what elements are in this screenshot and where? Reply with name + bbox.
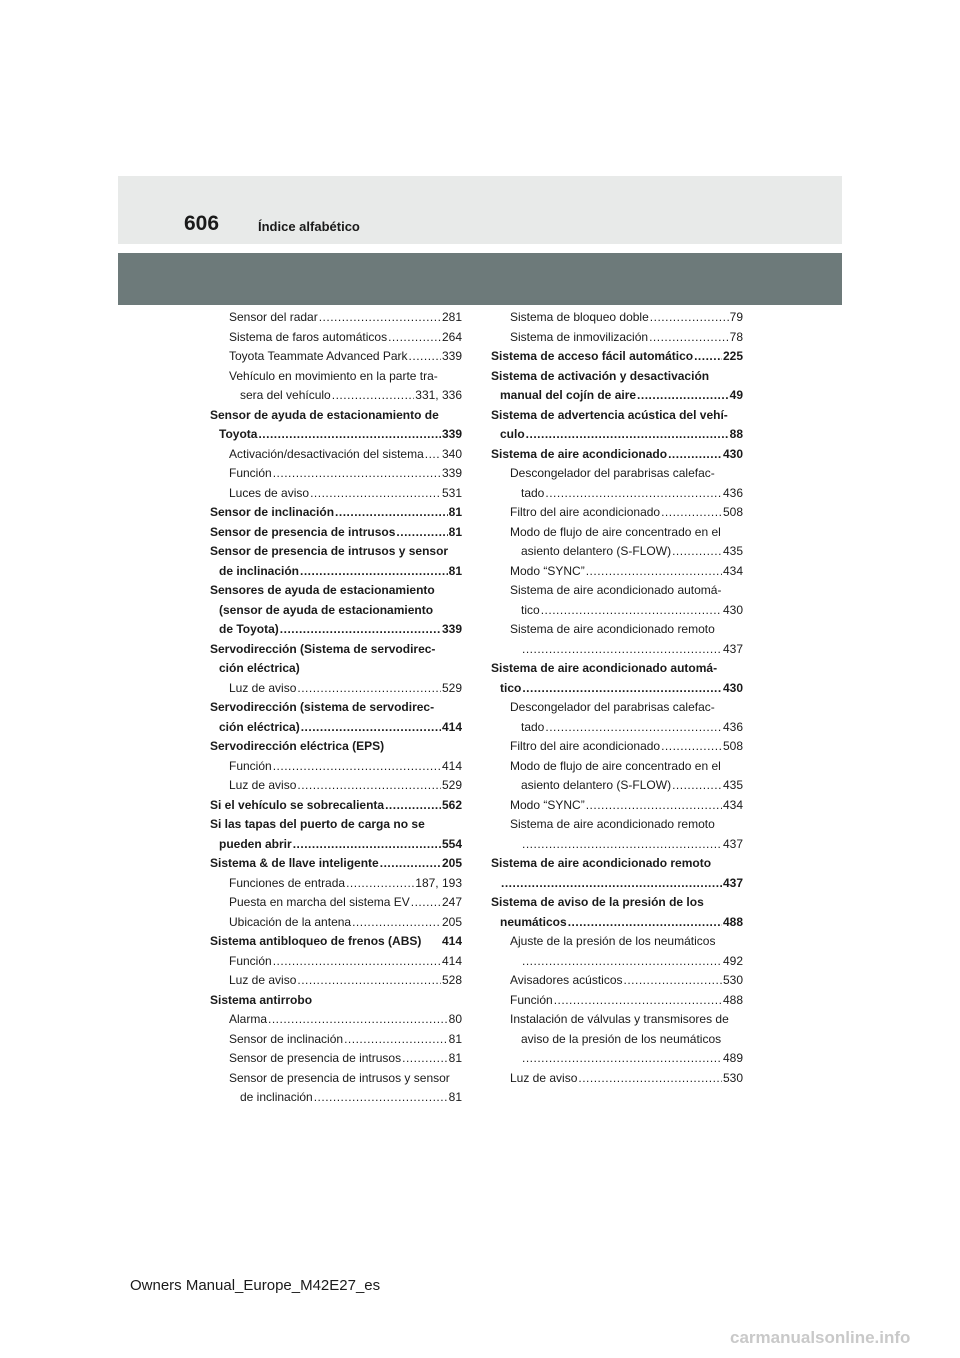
dot-leader (541, 601, 722, 621)
index-entry (210, 854, 462, 874)
dot-leader (586, 796, 722, 816)
dot-leader (409, 347, 441, 367)
index-page-ref: 88 (729, 427, 743, 441)
index-entry-text: de Toyota) (219, 622, 279, 636)
dot-leader (586, 562, 722, 582)
dot-leader (319, 308, 441, 328)
index-entry-text: Sistema de inmovilización (510, 329, 649, 344)
index-entry-text: Sistema de aire acondicionado remoto (510, 817, 715, 831)
index-entry (210, 328, 462, 348)
dot-leader (301, 718, 441, 738)
index-entry (491, 347, 743, 367)
dot-leader (522, 640, 722, 660)
index-entry-text: Sistema de aire acondicionado (491, 446, 668, 461)
index-entry-text: Sistema antibloqueo de frenos (ABS) (210, 934, 422, 948)
index-entry-text: Filtro del aire acondicionado (510, 505, 661, 519)
index-page-ref: 264 (441, 329, 462, 344)
index-entry (210, 757, 462, 777)
index-entry-text: manual del cojín de aire (500, 388, 637, 402)
index-entry-text: Si las tapas del puerto de carga no se (210, 817, 425, 831)
dot-leader (637, 386, 729, 406)
index-entry (210, 523, 462, 543)
index-entry-text: aviso de la presión de los neumáticos (521, 1031, 722, 1046)
index-entry (210, 971, 462, 991)
index-entry-text: Vehículo en movimiento en la parte tra- (229, 368, 438, 383)
index-page-ref: 562 (441, 797, 462, 812)
index-entry-text: Luz de aviso (229, 973, 297, 987)
index-page-ref: 81 (448, 1090, 462, 1104)
dot-leader (258, 425, 441, 445)
index-entry-text: Sensor de inclinación (229, 1031, 344, 1046)
index-page-ref: 80 (448, 1012, 462, 1026)
dot-leader (280, 620, 441, 640)
index-page-ref: 49 (729, 388, 743, 402)
index-entry-text: asiento delantero (S-FLOW) (521, 544, 672, 558)
index-entry (210, 484, 462, 504)
index-entry (210, 581, 462, 601)
index-entry-text: tico (500, 680, 522, 695)
dot-leader (268, 1010, 448, 1030)
index-entry-text: Ubicación de la antena (229, 914, 352, 929)
index-page-ref: 529 (441, 680, 462, 695)
index-page-ref: 414 (441, 719, 462, 734)
index-entry-text: Sistema antirrobo (210, 992, 313, 1007)
index-entry-text: Luz de aviso (229, 778, 297, 792)
index-page-ref: 339 (441, 622, 462, 636)
index-entry-text: de inclinación (240, 1090, 313, 1104)
index-entry-text: Alarma (229, 1012, 268, 1026)
dot-leader (694, 347, 722, 367)
index-entry (491, 562, 743, 582)
index-entry (210, 1069, 462, 1089)
index-entry (210, 1030, 462, 1050)
index-page-ref: 430 (722, 680, 743, 695)
dot-leader (568, 913, 722, 933)
index-entry (210, 913, 462, 933)
index-entry-text: Modo de flujo de aire concentrado en el (510, 758, 721, 773)
index-entry-text: Luz de aviso (229, 680, 297, 695)
index-entry-text: Ajuste de la presión de los neumáticos (510, 934, 716, 948)
index-page-ref: 81 (448, 1031, 462, 1046)
index-entry-text: tico (521, 602, 540, 617)
index-entry-text: (sensor de ayuda de estacionamiento (219, 602, 434, 617)
dot-leader (293, 835, 441, 855)
index-entry-text: de inclinación (219, 563, 300, 578)
index-entry (210, 815, 462, 835)
dot-leader (332, 386, 415, 406)
index-page-ref: 436 (722, 719, 743, 734)
dot-leader (411, 893, 441, 913)
index-page-ref: 435 (722, 778, 743, 792)
index-entry (491, 484, 743, 504)
index-entry-text: tado (521, 485, 545, 500)
index-entry-text: Sensor de inclinación (210, 505, 335, 519)
index-entry-text: Sensor de presencia de intrusos y sensor (229, 1070, 450, 1085)
index-entry-text: Sensor del radar (229, 310, 318, 324)
index-entry (210, 406, 462, 426)
index-entry (210, 620, 462, 640)
index-entry (210, 640, 462, 660)
index-entry-text: Modo “SYNC” (510, 797, 585, 812)
index-page-ref: 530 (722, 973, 743, 987)
index-entry-text: Puesta en marcha del sistema EV (229, 895, 410, 909)
dot-leader (297, 971, 441, 991)
index-page-ref: 489 (722, 1051, 743, 1065)
index-entry-text: Servodirección (Sistema de servodirec- (210, 641, 436, 656)
index-entry (491, 1010, 743, 1030)
index-entry (210, 1010, 462, 1030)
dot-leader (545, 484, 722, 504)
index-entry (210, 542, 462, 562)
index-entry (210, 835, 462, 855)
header-band (118, 176, 842, 244)
index-entry (491, 406, 743, 426)
index-page-ref: 81 (448, 1051, 462, 1065)
index-entry (210, 718, 462, 738)
index-entry (491, 854, 743, 874)
index-page-ref: 508 (722, 739, 743, 753)
index-page-ref: 528 (441, 973, 462, 987)
index-entry (210, 1088, 462, 1108)
index-entry-text: Descongelador del parabrisas calefac- (510, 700, 715, 714)
index-entry-text: Sistema de bloqueo doble (510, 310, 649, 324)
index-entry (491, 601, 743, 621)
index-entry-text: sera del vehículo (240, 388, 331, 402)
index-entry (491, 932, 743, 952)
index-entry (491, 893, 743, 913)
index-page-ref: 414 (441, 934, 462, 948)
index-page-ref: 430 (722, 446, 743, 461)
index-entry (491, 308, 743, 328)
dot-leader (297, 776, 441, 796)
index-entry (491, 1069, 743, 1089)
index-page-ref: 331, 336 (415, 388, 462, 402)
index-entry-text: Modo de flujo de aire concentrado en el (510, 524, 721, 539)
index-entry-text: Sistema de aire acondicionado automá- (510, 583, 722, 597)
index-entry (491, 835, 743, 855)
dot-leader (650, 308, 729, 328)
index-entry (491, 1030, 743, 1050)
dot-leader (388, 328, 441, 348)
index-entry (491, 659, 743, 679)
index-page-ref: 339 (441, 427, 462, 441)
index-entry (491, 698, 743, 718)
index-entry (491, 815, 743, 835)
index-entry (491, 913, 743, 933)
index-entry-text: Función (229, 466, 272, 480)
index-page-ref: 508 (722, 505, 743, 519)
index-entry-text: Función (229, 758, 272, 773)
dot-leader (668, 445, 722, 465)
index-entry (210, 464, 462, 484)
index-page-ref: 79 (729, 310, 743, 324)
index-page-ref: 436 (722, 485, 743, 500)
index-page-ref: 554 (441, 836, 462, 851)
index-entry (491, 523, 743, 543)
index-entry-text: Sistema & de llave inteligente (210, 856, 379, 870)
index-page-ref: 281 (441, 310, 462, 324)
index-entry-text: Toyota Teammate Advanced Park (229, 349, 408, 363)
index-page-ref: 530 (722, 1070, 743, 1085)
index-entry-text: ción eléctrica) (219, 719, 300, 734)
section-title: Índice alfabético (258, 219, 360, 234)
index-entry-text: Sensores de ayuda de estacionamiento (210, 583, 435, 597)
index-entry (210, 796, 462, 816)
dot-leader (522, 952, 722, 972)
index-entry (491, 367, 743, 387)
index-entry-text: Toyota (219, 427, 258, 441)
index-entry (210, 445, 462, 465)
index-entry-text: pueden abrir (219, 836, 292, 851)
dot-leader (578, 1069, 722, 1089)
index-page-ref: 531 (441, 485, 462, 500)
index-entry-text: asiento delantero (S-FLOW) (521, 778, 672, 792)
index-entry (491, 640, 743, 660)
dot-leader (522, 1049, 722, 1069)
index-column-right (491, 308, 743, 1088)
dot-leader (402, 1049, 448, 1069)
index-entry-text: Sistema de aire acondicionado remoto (491, 856, 712, 870)
index-entry-text: Modo “SYNC” (510, 563, 585, 578)
index-entry (210, 698, 462, 718)
index-page-ref: 434 (722, 797, 743, 812)
index-entry (491, 874, 743, 894)
index-page-ref: 434 (722, 563, 743, 578)
index-entry (491, 757, 743, 777)
index-entry (491, 776, 743, 796)
dot-leader (554, 991, 722, 1011)
index-entry-text: Sistema de acceso fácil automático (491, 349, 694, 363)
index-entry (491, 503, 743, 523)
index-entry-text: Función (510, 992, 553, 1007)
index-page-ref: 488 (722, 914, 743, 929)
page-number: 606 (184, 212, 220, 235)
index-entry-text: ción eléctrica) (219, 661, 300, 675)
dot-leader (300, 562, 448, 582)
index-entry-text: Función (229, 953, 272, 968)
dot-leader (310, 484, 441, 504)
index-entry (210, 347, 462, 367)
index-entry (210, 308, 462, 328)
index-entry-text: Luz de aviso (510, 1070, 578, 1085)
index-entry (210, 737, 462, 757)
index-page-ref: 430 (722, 602, 743, 617)
index-entry-text: Activación/desactivación del sistema (229, 446, 424, 461)
index-entry-text: Si el vehículo se sobrecalienta (210, 797, 385, 812)
section-banner (118, 253, 842, 305)
index-entry (210, 991, 462, 1011)
dot-leader (273, 757, 441, 777)
index-entry-text: Sensor de presencia de intrusos (229, 1051, 402, 1065)
index-page-ref: 225 (722, 349, 743, 363)
index-page-ref: 81 (448, 563, 462, 578)
index-entry (491, 445, 743, 465)
index-entry (491, 1049, 743, 1069)
watermark: carmanualsonline.info (730, 1328, 911, 1347)
index-page-ref: 437 (722, 875, 743, 890)
index-entry-text: tado (521, 719, 545, 734)
index-entry-text: Sistema de aire acondicionado remoto (510, 622, 715, 636)
dot-leader (344, 1030, 448, 1050)
index-entry-text: neumáticos (500, 914, 567, 929)
index-entry-text: Sensor de presencia de intrusos y sensor (210, 544, 449, 558)
index-entry-text: Servodirección (sistema de servodirec- (210, 700, 435, 714)
index-entry (491, 328, 743, 348)
index-entry-text: Filtro del aire acondicionado (510, 739, 661, 753)
dot-leader (352, 913, 441, 933)
dot-leader (425, 445, 441, 465)
index-page-ref: 339 (441, 349, 462, 363)
index-page-ref: 435 (722, 544, 743, 558)
index-page-ref: 78 (729, 329, 743, 344)
index-entry-text: Sistema de advertencia acústica del vehí- (491, 407, 728, 422)
dot-leader (522, 835, 722, 855)
index-entry (491, 542, 743, 562)
dot-leader (297, 679, 441, 699)
index-entry (210, 952, 462, 972)
index-entry (210, 874, 462, 894)
dot-leader (385, 796, 441, 816)
dot-leader (649, 328, 729, 348)
index-entry (491, 679, 743, 699)
index-entry (491, 796, 743, 816)
index-entry (210, 503, 462, 523)
index-entry (210, 1049, 462, 1069)
index-entry-text: culo (500, 427, 525, 441)
index-entry (210, 679, 462, 699)
index-page-ref: 81 (448, 505, 462, 519)
index-entry-text: Sistema de aviso de la presión de los (491, 895, 704, 909)
index-entry-text: Sensor de presencia de intrusos (210, 524, 396, 539)
dot-leader (501, 874, 722, 894)
dot-leader (661, 737, 722, 757)
index-entry (210, 386, 462, 406)
index-page-ref: 414 (441, 758, 462, 773)
dot-leader (624, 971, 722, 991)
index-page-ref: 492 (722, 953, 743, 968)
index-entry-text: Sistema de activación y desactivación (491, 368, 710, 383)
index-entry (210, 932, 462, 952)
index-entry (491, 718, 743, 738)
index-page-ref: 205 (441, 914, 462, 929)
index-entry-text: Descongelador del parabrisas calefac- (510, 466, 715, 480)
index-column-left (210, 308, 462, 1108)
index-entry (491, 386, 743, 406)
index-entry-text: Luces de aviso (229, 485, 310, 500)
index-entry-text: Servodirección eléctrica (EPS) (210, 739, 385, 753)
dot-leader (335, 503, 448, 523)
dot-leader (273, 952, 441, 972)
index-page-ref: 414 (441, 953, 462, 968)
index-page-ref: 437 (722, 641, 743, 656)
index-page-ref: 81 (448, 524, 462, 539)
dot-leader (526, 425, 729, 445)
index-entry (491, 991, 743, 1011)
index-page-ref: 488 (722, 992, 743, 1007)
index-entry (210, 367, 462, 387)
index-page-ref: 339 (441, 466, 462, 480)
index-entry (491, 620, 743, 640)
index-entry-text: Sensor de ayuda de estacionamiento de (210, 407, 439, 422)
dot-leader (346, 874, 414, 894)
dot-leader (380, 854, 441, 874)
index-page-ref: 247 (441, 895, 462, 909)
dot-leader (661, 503, 722, 523)
dot-leader (314, 1088, 448, 1108)
dot-leader (273, 464, 441, 484)
index-entry (210, 425, 462, 445)
dot-leader (545, 718, 722, 738)
index-entry-text: Sistema de aire acondicionado automá- (491, 661, 718, 675)
index-page-ref: 187, 193 (415, 875, 462, 890)
index-entry (210, 893, 462, 913)
index-entry (491, 581, 743, 601)
footer-manual-id: Owners Manual_Europe_M42E27_es (130, 1277, 381, 1294)
index-entry (210, 562, 462, 582)
index-entry (210, 659, 462, 679)
index-entry-text: Sistema de faros automáticos (229, 329, 388, 344)
index-page-ref: 437 (722, 836, 743, 851)
index-entry-text: Avisadores acústicos (510, 973, 623, 987)
index-entry (491, 952, 743, 972)
index-page-ref: 205 (441, 856, 462, 870)
index-entry (491, 464, 743, 484)
index-page-ref: 340 (441, 446, 462, 461)
index-entry-text: Funciones de entrada (229, 875, 346, 890)
dot-leader (672, 542, 722, 562)
dot-leader (522, 679, 722, 699)
dot-leader (396, 523, 447, 543)
index-entry (210, 776, 462, 796)
index-page-ref: 529 (441, 778, 462, 792)
index-entry-text: Instalación de válvulas y transmisores de (510, 1012, 729, 1026)
index-entry (491, 425, 743, 445)
index-entry (491, 971, 743, 991)
index-entry (491, 737, 743, 757)
index-entry (210, 601, 462, 621)
dot-leader (672, 776, 722, 796)
